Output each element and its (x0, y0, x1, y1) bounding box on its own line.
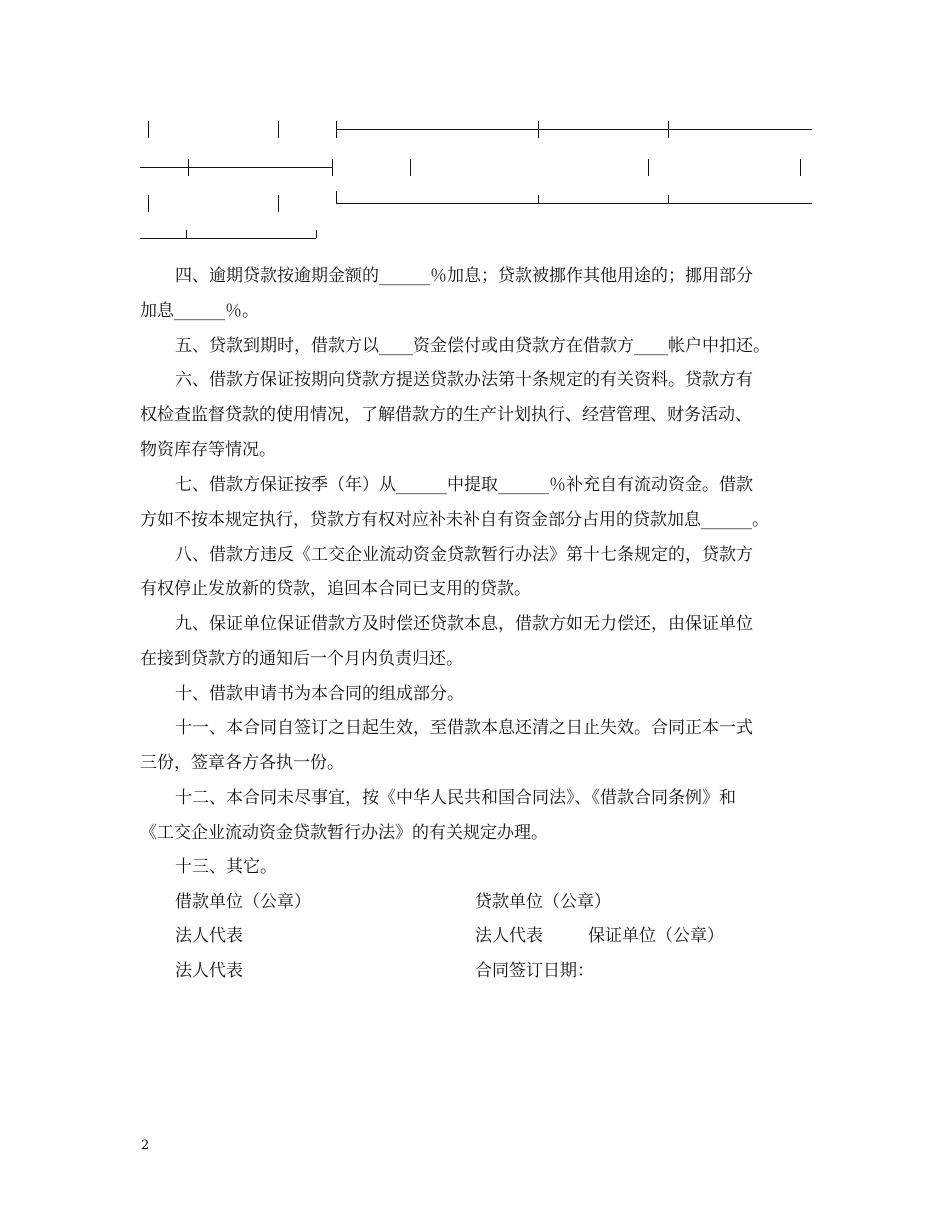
clause-4-line-2: 加息______％。 (140, 301, 259, 321)
clause-6-line-2: 权检查监督贷款的使用情况，了解借款方的生产计划执行、经营管理、财务活动、 (140, 405, 752, 425)
clause-4-line-1: 四、逾期贷款按逾期金额的______％加息；贷款被挪作其他用途的；挪用部分 (175, 266, 753, 286)
clause-6-line-1: 六、借款方保证按期向贷款方提送贷款办法第十条规定的有关资料。贷款方有 (175, 370, 753, 390)
borrower-rep-label: 法人代表 (175, 926, 243, 946)
clause-11-line-1: 十一、本合同自签订之日起生效，至借款本息还清之日止失效。合同正本一式 (175, 718, 753, 738)
clause-8-line-2: 有权停止发放新的贷款，追回本合同已支用的贷款。 (140, 579, 531, 599)
lender-rep-label: 法人代表 (475, 926, 543, 946)
clause-12-line-1: 十二、本合同未尽事宜，按《中华人民共和国合同法》、《借款合同条例》和 (175, 788, 736, 808)
clause-9-line-2: 在接到贷款方的通知后一个月内负责归还。 (140, 649, 463, 669)
borrower-seal-label: 借款单位（公章） (175, 892, 311, 912)
clause-7-line-2: 方如不按本规定执行，贷款方有权对应补未补自有资金部分占用的贷款加息______。 (140, 510, 769, 530)
clause-9-line-1: 九、保证单位保证借款方及时偿还贷款本息，借款方如无力偿还，由保证单位 (175, 614, 753, 634)
clause-5-line-1: 五、贷款到期时，借款方以____资金偿付或由贷款方在借款方____帐户中扣还。 (175, 336, 770, 356)
table-fragment (140, 117, 812, 243)
clause-13-line-1: 十三、其它。 (175, 857, 277, 877)
clause-7-line-1: 七、借款方保证按季（年）从______中提取______％补充自有流动资金。借款 (175, 475, 753, 495)
sign-date-label: 合同签订日期： (475, 961, 594, 981)
guarantor-rep-label: 法人代表 (175, 961, 243, 981)
clause-11-line-2: 三份，签章各方各执一份。 (140, 753, 344, 773)
clause-10-line-1: 十、借款申请书为本合同的组成部分。 (175, 684, 464, 704)
lender-seal-label: 贷款单位（公章） (475, 892, 611, 912)
page-number: 2 (141, 1138, 150, 1153)
clause-6-line-3: 物资库存等情况。 (140, 440, 276, 460)
clause-12-line-2: 《工交企业流动资金贷款暂行办法》的有关规定办理。 (140, 823, 548, 843)
guarantor-seal-label: 保证单位（公章） (588, 926, 724, 946)
clause-8-line-1: 八、借款方违反《工交企业流动资金贷款暂行办法》第十七条规定的，贷款方 (175, 545, 753, 565)
